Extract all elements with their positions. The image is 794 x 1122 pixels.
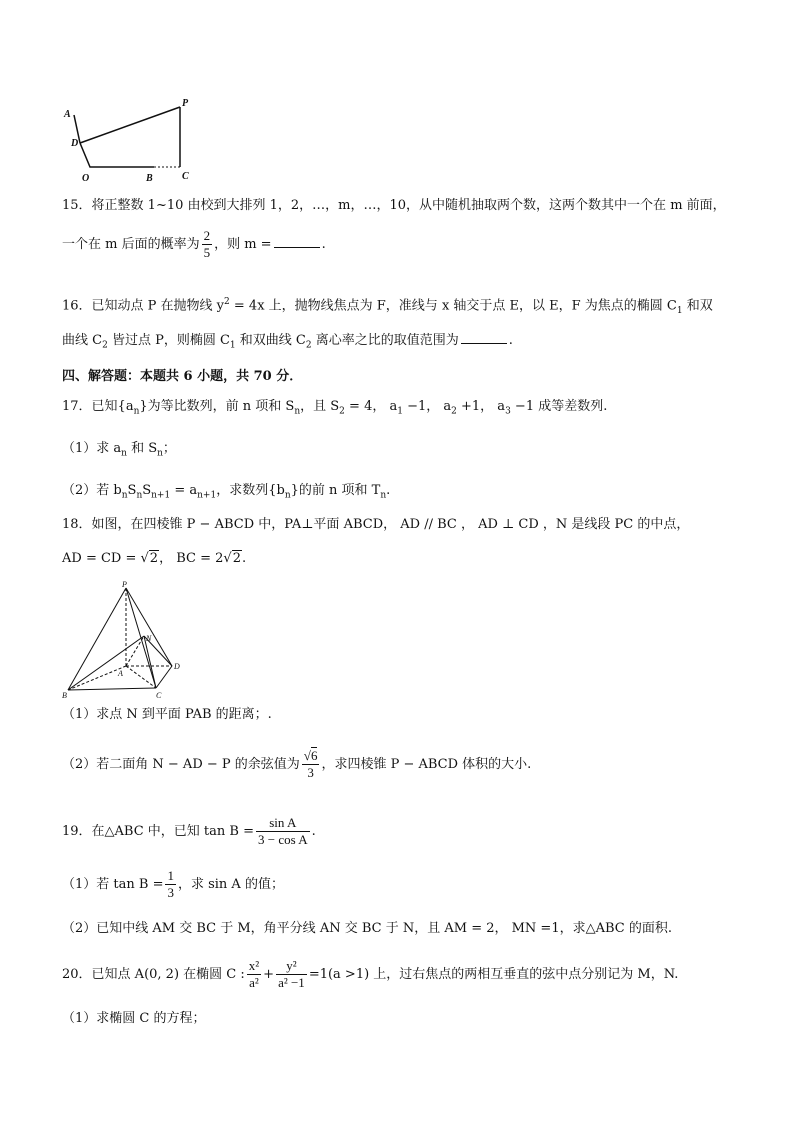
q19-part1: （1）若 tan B = $\frac{1}{3}$ ，求 sin A 的值； xyxy=(62,868,284,900)
q16-line2: 曲线 $C_2$ 皆过点 P，则椭圆 $C_1$ 和双曲线 $C_2$ 离心率之比的取值范围为 . xyxy=(62,333,513,351)
q15-fraction: $\frac{2}{5}$ xyxy=(203,228,211,260)
q18-line2: AD = CD = √2， BC = 2√2. xyxy=(62,551,247,566)
figure-pyramid xyxy=(60,578,190,700)
label-C: C xyxy=(182,171,189,182)
q16-answer-blank xyxy=(461,331,507,344)
q15-line2: 一个在 m 后面的概率为 $\frac{2}{5}$ ，则 m = . xyxy=(62,228,326,260)
q18-line1: 18．如图，在四棱锥 P − ABCD 中，PA⊥平面 ABCD， AD // BC ， AD ⊥ CD ，N 是线段 PC 的中点， xyxy=(62,517,690,532)
q15-line1: 15．将正整数 1~10 由校到大排列 1，2，…，m，…，10，从中随机抽取两个数，这两个数其中一个在 m 前面， xyxy=(62,198,726,213)
label-P: P xyxy=(122,580,127,589)
q19-part2: （2）已知中线 AM 交 BC 于 M，角平分线 AN 交 BC 于 N，且 AM = 2， MN =1，求△ABC 的面积. xyxy=(62,921,672,936)
q17-part2: （2）若 $b_nS_nS_{n+1} = a_{n+1}$，求数列$\{b_n\}$的前 n 项和 $T_n$. xyxy=(62,483,391,501)
q15-answer-blank xyxy=(274,235,320,248)
q17-part1: （1）求 $a_n$ 和 $S_n$； xyxy=(62,441,176,459)
label-P: P xyxy=(182,98,189,109)
q16-line1: 16．已知动点 P 在抛物线 $y^2 = 4x$ 上，抛物线焦点为 F，准线与 x 轴交于点 E，以 E，F 为焦点的椭圆 $C_1$ 和双 xyxy=(62,297,713,316)
label-B: B xyxy=(146,173,153,184)
label-C: C xyxy=(156,691,162,700)
q19-line1: 19．在△ABC 中，已知 tan B = $\frac{\text{sin A}}{\text{3 − cos A}}$ . xyxy=(62,815,316,847)
label-D: D xyxy=(174,662,180,671)
label-A: A xyxy=(118,669,123,678)
q17-line1: 17．已知$\{a_n\}$为等比数列，前 n 项和 $S_n$，且 $S_2 = 4$， $a_1 -1$， $a_2 +1$， $a_3 -1$ 成等差数列. xyxy=(62,399,608,417)
label-A: A xyxy=(64,109,71,120)
q18-part1: （1）求点 N 到平面 PAB 的距离；. xyxy=(62,707,272,722)
label-D: D xyxy=(71,138,79,149)
label-N: N xyxy=(146,634,152,643)
label-B: B xyxy=(62,691,67,700)
q19-fraction: $\frac{\text{sin A}}{\text{3 − cos A}}$ xyxy=(258,815,308,847)
q20-line1: 20．已知点 A(0, 2) 在椭圆 C : $\frac{\text{x²}}{\text{a²}}$ + $\frac{\text{y²}}{\text{a² −1}}$ =1(a >1) 上，过右焦点的两相互垂直的弦中点分别记为 M，N. xyxy=(62,958,679,990)
q18-part2: （2）若二面角 N − AD − P 的余弦值为 $\frac{√6}{3}$ ，求四棱锥 P − ABCD 体积的大小. xyxy=(62,748,532,780)
label-O: O xyxy=(82,173,90,184)
section-heading: 四、解答题：本题共 6 小题，共 70 分． xyxy=(62,369,303,384)
q18-fraction: $\frac{√6}{3}$ xyxy=(303,748,318,780)
figure-quadrilateral xyxy=(60,95,200,185)
q20-part1: （1）求椭圆 C 的方程； xyxy=(62,1011,206,1026)
